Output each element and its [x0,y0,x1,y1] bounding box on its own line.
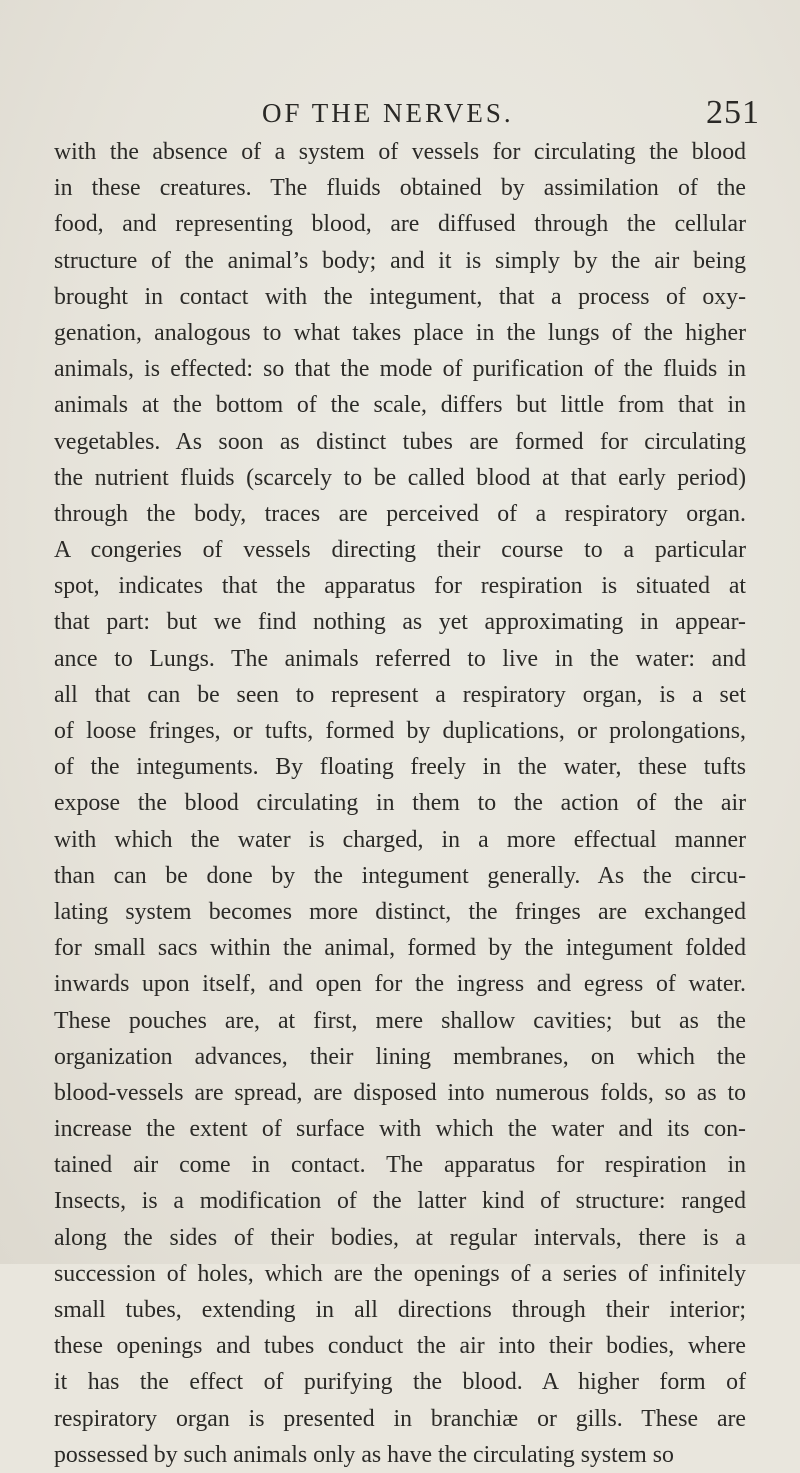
text-line: of the integuments. By floating freely in the water, these tufts [54,754,746,781]
text-line: expose the blood circulating in them to the action of the air [54,790,746,817]
text-line: tained air come in contact. The apparatus for respiration in [54,1152,746,1179]
text-line: than can be done by the integument generally. As the circu- [54,862,746,889]
text-line: in these creatures. The fluids obtained by assimilation of the [54,175,746,202]
text-line: lating system becomes more distinct, the fringes are exchanged [54,898,746,925]
text-line: animals, is effected: so that the mode of purification of the fluids in [54,356,746,383]
text-line: structure of the animal’s body; and it is simply by the air being [54,247,746,274]
text-line: inwards upon itself, and open for the ingress and egress of water. [54,971,746,998]
text-line: small tubes, extending in all directions through their interior; [54,1297,746,1323]
text-line: animals at the bottom of the scale, differs but little from that in [54,392,746,419]
text-line: respiratory organ is presented in branchiæ or gills. These are [54,1405,746,1432]
text-line: increase the extent of surface with which the water and its con- [54,1116,746,1143]
text-line: with which the water is charged, in a more effectual manner [54,826,746,853]
page-number: 251 [706,94,760,131]
text-line: blood-vessels are spread, are disposed into numerous folds, so as to [54,1079,746,1106]
text-line: succession of holes, which are the openings of a series of infinitely [54,1260,746,1287]
text-line: A congeries of vessels directing their course to a particular [54,537,746,564]
text-line: organization advances, their lining membranes, on which the [54,1043,746,1070]
text-line: ance to Lungs. The animals referred to live in the water: and [54,645,746,672]
text-line: These pouches are, at first, mere shallow cavities; but as the [54,1007,746,1034]
text-line: vegetables. As soon as distinct tubes are formed for circulating [54,428,746,455]
text-line: all that can be seen to represent a respiratory organ, is a set [54,681,746,708]
text-line: along the sides of their bodies, at regular intervals, there is a [54,1224,746,1251]
text-line: Insects, is a modification of the latter kind of structure: ranged [54,1188,746,1215]
text-line: brought in contact with the integument, that a process of oxy- [54,283,746,310]
text-line: these openings and tubes conduct the air into their bodies, where [54,1333,746,1360]
text-line: that part: but we find nothing as yet approximating in appear- [54,609,746,636]
text-line: the nutrient fluids (scarcely to be called blood at that early period) [54,464,746,491]
text-line: through the body, traces are perceived of a respiratory organ. [54,500,746,527]
text-line: spot, indicates that the apparatus for respiration is situated at [54,573,746,600]
text-line: of loose fringes, or tufts, formed by duplications, or prolongations, [54,718,746,744]
body-text [54,134,746,1473]
text-line: genation, analogous to what takes place in the lungs of the higher [54,319,746,346]
text-line: food, and representing blood, are diffused through the cellular [54,211,746,238]
running-head [0,94,800,138]
text-line: with the absence of a system of vessels for circulating the blood [54,139,746,165]
text-line: for small sacs within the animal, formed by the integument folded [54,935,746,962]
running-title: OF THE NERVES. [262,98,514,128]
text-line: possessed by such animals only as have the circulating system so [54,1441,674,1468]
text-line: it has the effect of purifying the blood. A higher form of [54,1369,746,1396]
